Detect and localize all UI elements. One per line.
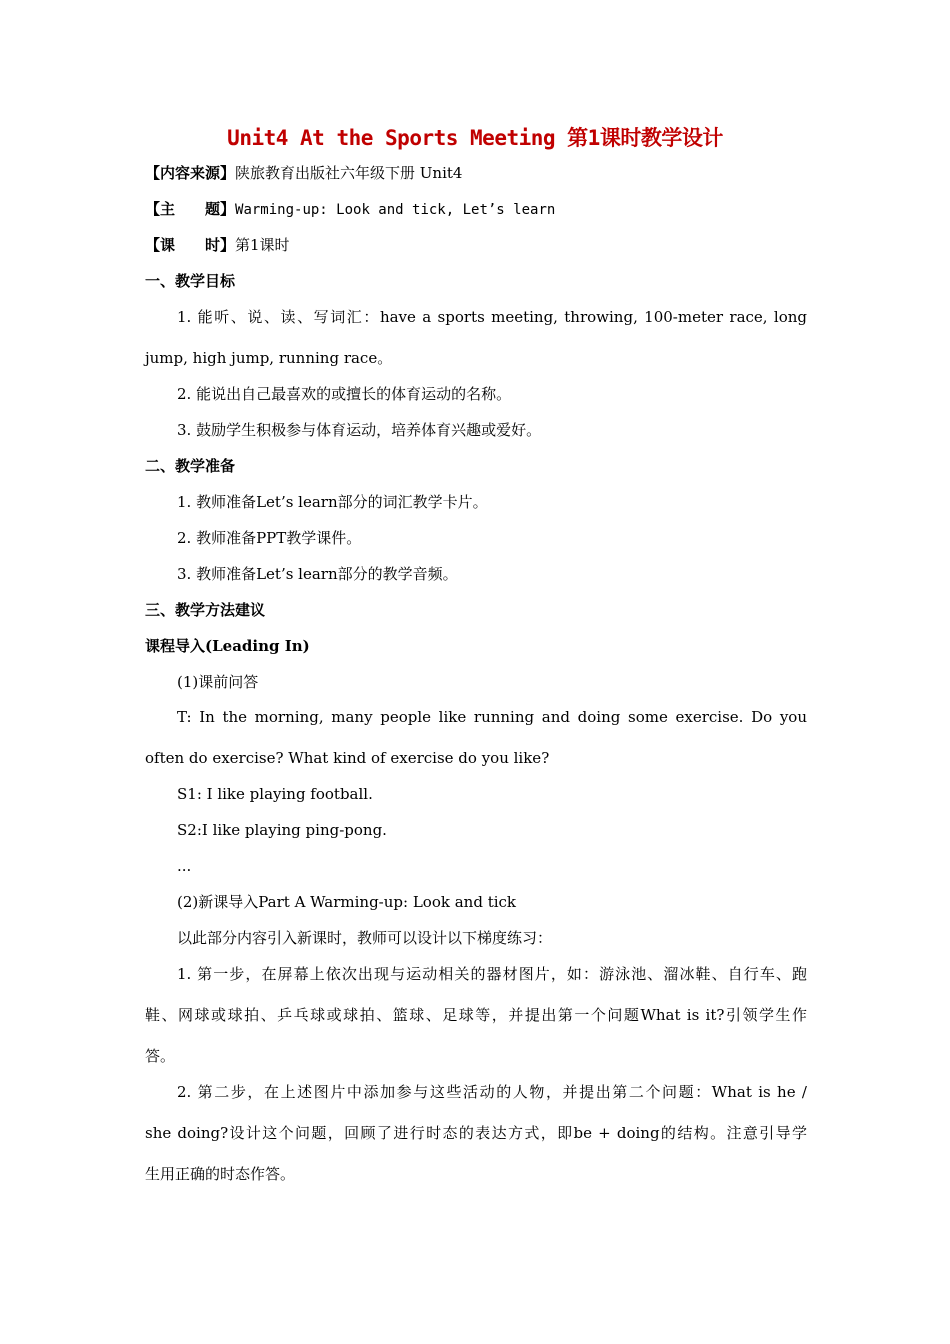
practice1-line2: 鞋、网球或球拍、乒乓球或球拍、篮球、足球等，并提出第一个问题What is it?引领学生作 — [145, 1006, 807, 1024]
teacher-question-line2: often do exercise? What kind of exercise do you like? — [145, 749, 550, 767]
goals-heading: 一、教学目标 — [145, 272, 236, 290]
practice2-line2: she doing?设计这个问题，回顾了进行时态的表达方式，即be + doing的结构。注意引导学 — [145, 1124, 807, 1142]
prep2: 2. 教师准备PPT教学课件。 — [177, 529, 362, 547]
student2-answer: S2:I like playing ping-pong. — [177, 821, 387, 839]
practice2-line3: 生用正确的时态作答。 — [145, 1165, 296, 1183]
practice1-line3: 答。 — [145, 1047, 176, 1065]
method-heading: 三、教学方法建议 — [145, 601, 266, 619]
goal1-line1: 1. 能听、说、读、写词汇：have a sports meeting, throwing, 100-meter race, long — [177, 308, 807, 326]
prep1: 1. 教师准备Let’s learn部分的词汇教学卡片。 — [177, 493, 488, 511]
leadin-heading: 课程导入(Leading In) — [145, 637, 310, 655]
topic-label: 【主 题】 — [145, 200, 236, 218]
teacher-question-line1: T: In the morning, many people like running and doing some exercise. Do you — [177, 708, 807, 726]
period-label: 【课 时】 — [145, 236, 236, 254]
source-line — [145, 163, 462, 183]
practice1-line1: 1. 第一步，在屏幕上依次出现与运动相关的器材图片，如：游泳池、溜冰鞋、自行车、跑 — [177, 965, 807, 983]
topic-value: Warming-up: Look and tick, Let’s learn — [235, 202, 556, 218]
student1-answer: S1: I like playing football. — [177, 785, 373, 803]
goal2: 2. 能说出自己最喜欢的或擅长的体育运动的名称。 — [177, 385, 512, 403]
period-value: 第1课时 — [235, 236, 290, 254]
period-line — [145, 235, 290, 255]
prep3: 3. 教师准备Let’s learn部分的教学音频。 — [177, 565, 458, 583]
document-title: Unit4 At the Sports Meeting 第1课时教学设计 — [227, 126, 723, 150]
step2-intro: 以此部分内容引入新课时，教师可以设计以下梯度练习： — [177, 929, 553, 947]
ellipsis: ... — [177, 857, 192, 875]
prep-heading: 二、教学准备 — [145, 457, 236, 475]
source-label: 【内容来源】 — [145, 164, 236, 182]
source-value: 陕旅教育出版社六年级下册 Unit4 — [235, 164, 463, 182]
step1-label: (1)课前问答 — [177, 673, 259, 691]
practice2-line1: 2. 第二步，在上述图片中添加参与这些活动的人物，并提出第二个问题：What is he / — [177, 1083, 807, 1101]
goal3: 3. 鼓励学生积极参与体育运动，培养体育兴趣或爱好。 — [177, 421, 542, 439]
goal1-line2: jump, high jump, running race。 — [145, 349, 393, 367]
step2-label: (2)新课导入Part A Warming-up: Look and tick — [177, 893, 517, 911]
topic-line — [145, 199, 555, 220]
